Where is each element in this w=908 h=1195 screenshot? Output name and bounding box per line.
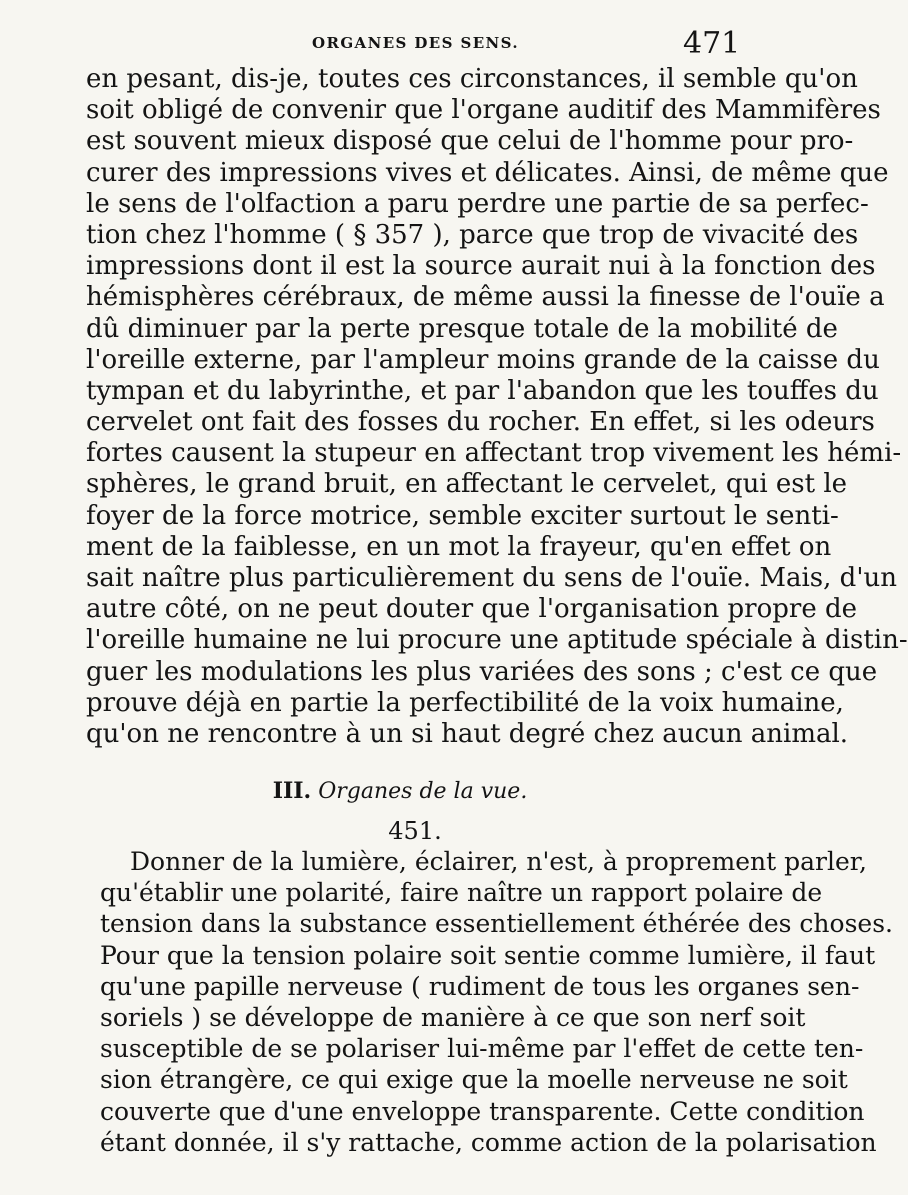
text-line: qu'une papille nerveuse ( rudiment de tous les organes sen- (100, 971, 860, 1001)
text-line: soriels ) se développe de manière à ce que son nerf soit (100, 1002, 806, 1032)
text-line: curer des impressions vives et délicates. Ainsi, de même que (86, 157, 889, 188)
text-line: Pour que la tension polaire soit sentie comme lumière, il faut (100, 940, 876, 970)
text-line: l'oreille externe, par l'ampleur moins grande de la caisse du (86, 344, 880, 375)
running-head (0, 26, 800, 61)
text-line: hémisphères cérébraux, de même aussi la finesse de l'ouïe a (86, 282, 885, 313)
section-title: Organes de la vue. (318, 779, 528, 804)
text-line: cervelet ont fait des fosses du rocher. En effet, si les odeurs (86, 407, 875, 438)
text-line: en pesant, dis-je, toutes ces circonstances, il semble qu'on (86, 64, 858, 94)
text-line: dû diminuer par la perte presque totale de la mobilité de (86, 313, 838, 344)
text-line: l'oreille humaine ne lui procure une aptitude spéciale à distin- (86, 625, 908, 656)
text-line: susceptible de se polariser lui-même par l'effet de cette ten- (100, 1034, 864, 1064)
text-line: tympan et du labyrinthe, et par l'abandon que les touffes du (86, 375, 879, 406)
text-line: guer les modulations les plus variées des sons ; c'est ce que (86, 656, 878, 687)
text-line: tion chez l'homme ( § 357 ), parce que trop de vivacité des (86, 219, 859, 250)
text-line: soit obligé de convenir que l'organe auditif des Mammifères (86, 95, 881, 126)
running-title: ORGANES DES SENS. (312, 34, 519, 52)
text-line: foyer de la force motrice, semble exciter surtout le senti- (86, 500, 839, 531)
text-line: qu'établir une polarité, faire naître un rapport polaire de (100, 878, 823, 908)
text-line: impressions dont il est la source aurait nui à la fonction des (86, 251, 876, 282)
text-line: qu'on ne rencontre à un si haut degré chez aucun animal. (86, 718, 849, 749)
text-line: sion étrangère, ce qui exige que la moelle nerveuse ne soit (100, 1065, 848, 1095)
text-line: sait naître plus particulièrement du sens de l'ouïe. Mais, d'un (86, 563, 897, 593)
text-line: prouve déjà en partie la perfectibilité de la voix humaine, (86, 687, 844, 718)
text-line: le sens de l'olfaction a paru perdre une partie de sa perfec- (86, 188, 869, 219)
text-line: tension dans la substance essentiellement éthérée des choses. (100, 909, 893, 939)
text-line: ment de la faiblesse, en un mot la frayeur, qu'en effet on (86, 531, 832, 562)
text-line: Donner de la lumière, éclairer, n'est, à proprement parler, (130, 847, 867, 876)
text-line: sphères, le grand bruit, en affectant le cervelet, qui est le (86, 469, 848, 500)
section-heading (0, 776, 800, 807)
section-number: III. (272, 778, 312, 804)
text-line: fortes causent la stupeur en affectant trop vivement les hémi- (86, 438, 902, 469)
text-line: couverte que d'une enveloppe transparente. Cette condition (100, 1096, 865, 1126)
text-line: étant donnée, il s'y rattache, comme action de la polarisation (100, 1127, 877, 1157)
paragraph-451 (100, 846, 893, 1158)
page-number: 471 (683, 26, 741, 61)
text-line: autre côté, on ne peut douter que l'organisation propre de (86, 594, 858, 625)
text-line: est souvent mieux disposé que celui de l'homme pour pro- (86, 126, 854, 157)
paragraph-continued (86, 64, 908, 750)
paragraph-number: 451. (388, 817, 442, 845)
